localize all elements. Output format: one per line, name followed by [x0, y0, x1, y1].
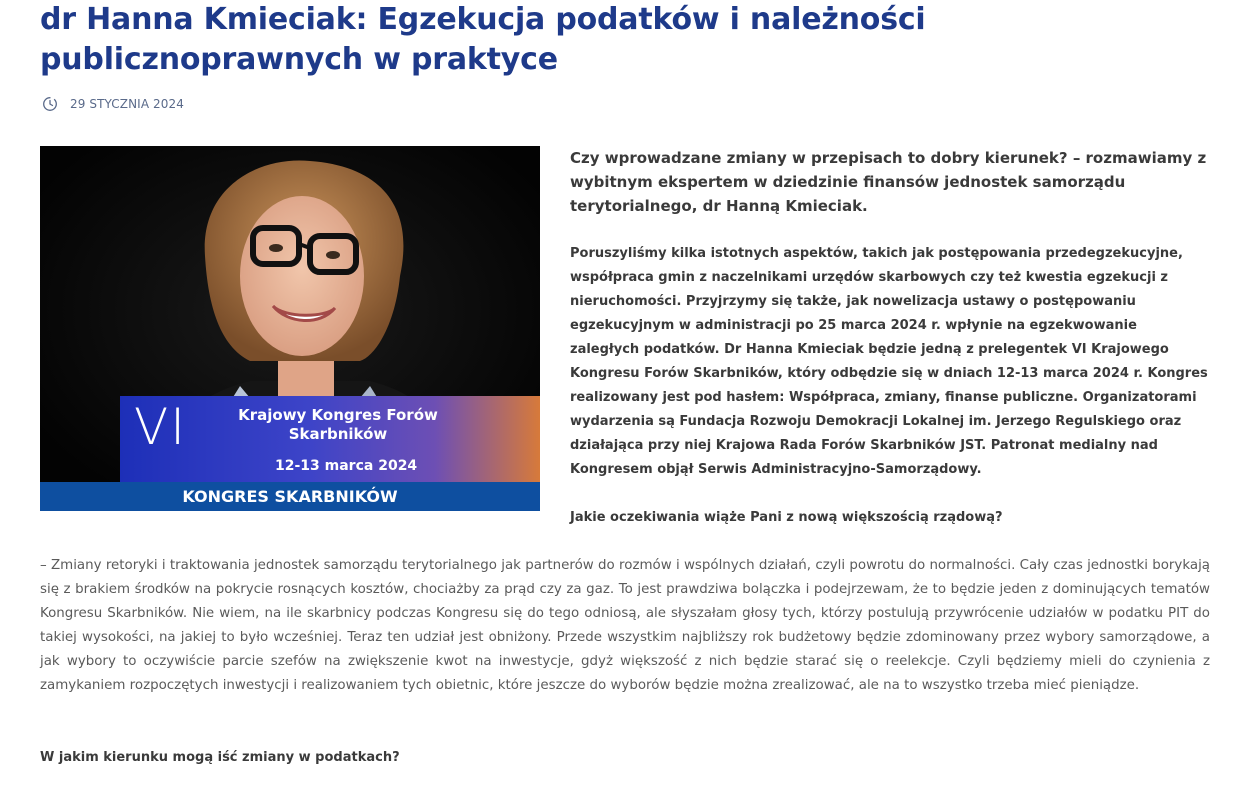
hero-image [40, 146, 540, 511]
banner-roman-numeral: VI [134, 398, 187, 456]
congress-banner [120, 396, 540, 482]
banner-event-date: 12-13 marca 2024 [275, 458, 418, 474]
article-lead: Czy wprowadzane zmiany w przepisach to dobry kierunek? – rozmawiamy z wybitnym ekspertem w dziedzinie finansów jednostek samorządu terytorialnego, dr Hanną Kmieciak. [570, 149, 1207, 215]
hero-caption: KONGRES SKARBNIKÓW [40, 482, 540, 511]
interview-question-2: W jakim kierunku mogą iść zmiany w podatkach? [40, 750, 400, 765]
clock-icon [42, 96, 58, 112]
article-date: 29 STYCZNIA 2024 [70, 97, 184, 111]
banner-event-name: Krajowy Kongres Forów Skarbników [238, 406, 438, 443]
article-title: dr Hanna Kmieciak: Egzekucja podatków i należności publicznoprawnych w praktyce [40, 2, 926, 77]
interview-answer-1: – Zmiany retoryki i traktowania jednostek samorządu terytorialnego jak partnerów do rozmów i wspólnych działań, czyli powrotu do normalności. Cały czas jednostki borykają się z brakiem środków na pokrycie rosnących kosztów, chociażby za prąd czy za gaz. To jest prawdziwa bolączka i podejrzewam, że to będzie jeden z dominujących tematów Kongresu Skarbników. Nie wiem, na ile skarbnicy podczas Kongresu się do tego odniosą, ale słyszałam głosy tych, którzy postulują przywrócenie udziałów w podatku PIT do takiej wysokości, na jakiej to było wcześniej. Teraz ten udział jest obniżony. Przede wszystkim najbliższy rok budżetowy będzie zdominowany przez wybory samorządowe, a jak wybory to oczywiście parcie szefów na zwiększenie kwot na inwestycje, gdyż większość z nich będzie starać się o reelekcje. Czyli będziemy mieli do czynienia z zamykaniem rozpoczętych inwestycji i realizowaniem tych obietnic, które jeszcze do wyborów będzie można zrealizować, ale na to wszystko trzeba mieć pieniądze. [40, 558, 1210, 693]
article-date-row [42, 95, 184, 113]
interview-question-1: Jakie oczekiwania wiąże Pani z nową większością rządową? [570, 510, 1003, 525]
article-intro: Poruszyliśmy kilka istotnych aspektów, takich jak postępowania przedegzekucyjne, współpraca gmin z naczelnikami urzędów skarbowych czy też kwestia egzekucji z nieruchomości. Przyjrzymy się także, jak nowelizacja ustawy o postępowaniu egzekucyjnym w administracji po 25 marca 2024 r. wpłynie na egzekwowanie zaległych podatków. Dr Hanna Kmieciak będzie jedną z prelegentek VI Krajowego Kongresu Forów Skarbników, który odbędzie się w dniach 12-13 marca 2024 r. Kongres realizowany jest pod hasłem: Współpraca, zmiany, finanse publiczne. Organizatorami wydarzenia są Fundacja Rozwoju Demokracji Lokalnej im. Jerzego Regulskiego oraz działająca przy niej Krajowa Rada Forów Skarbników JST. Patronat medialny nad Kongresem objął Serwis Administracyjno-Samorządowy. [570, 246, 1208, 477]
